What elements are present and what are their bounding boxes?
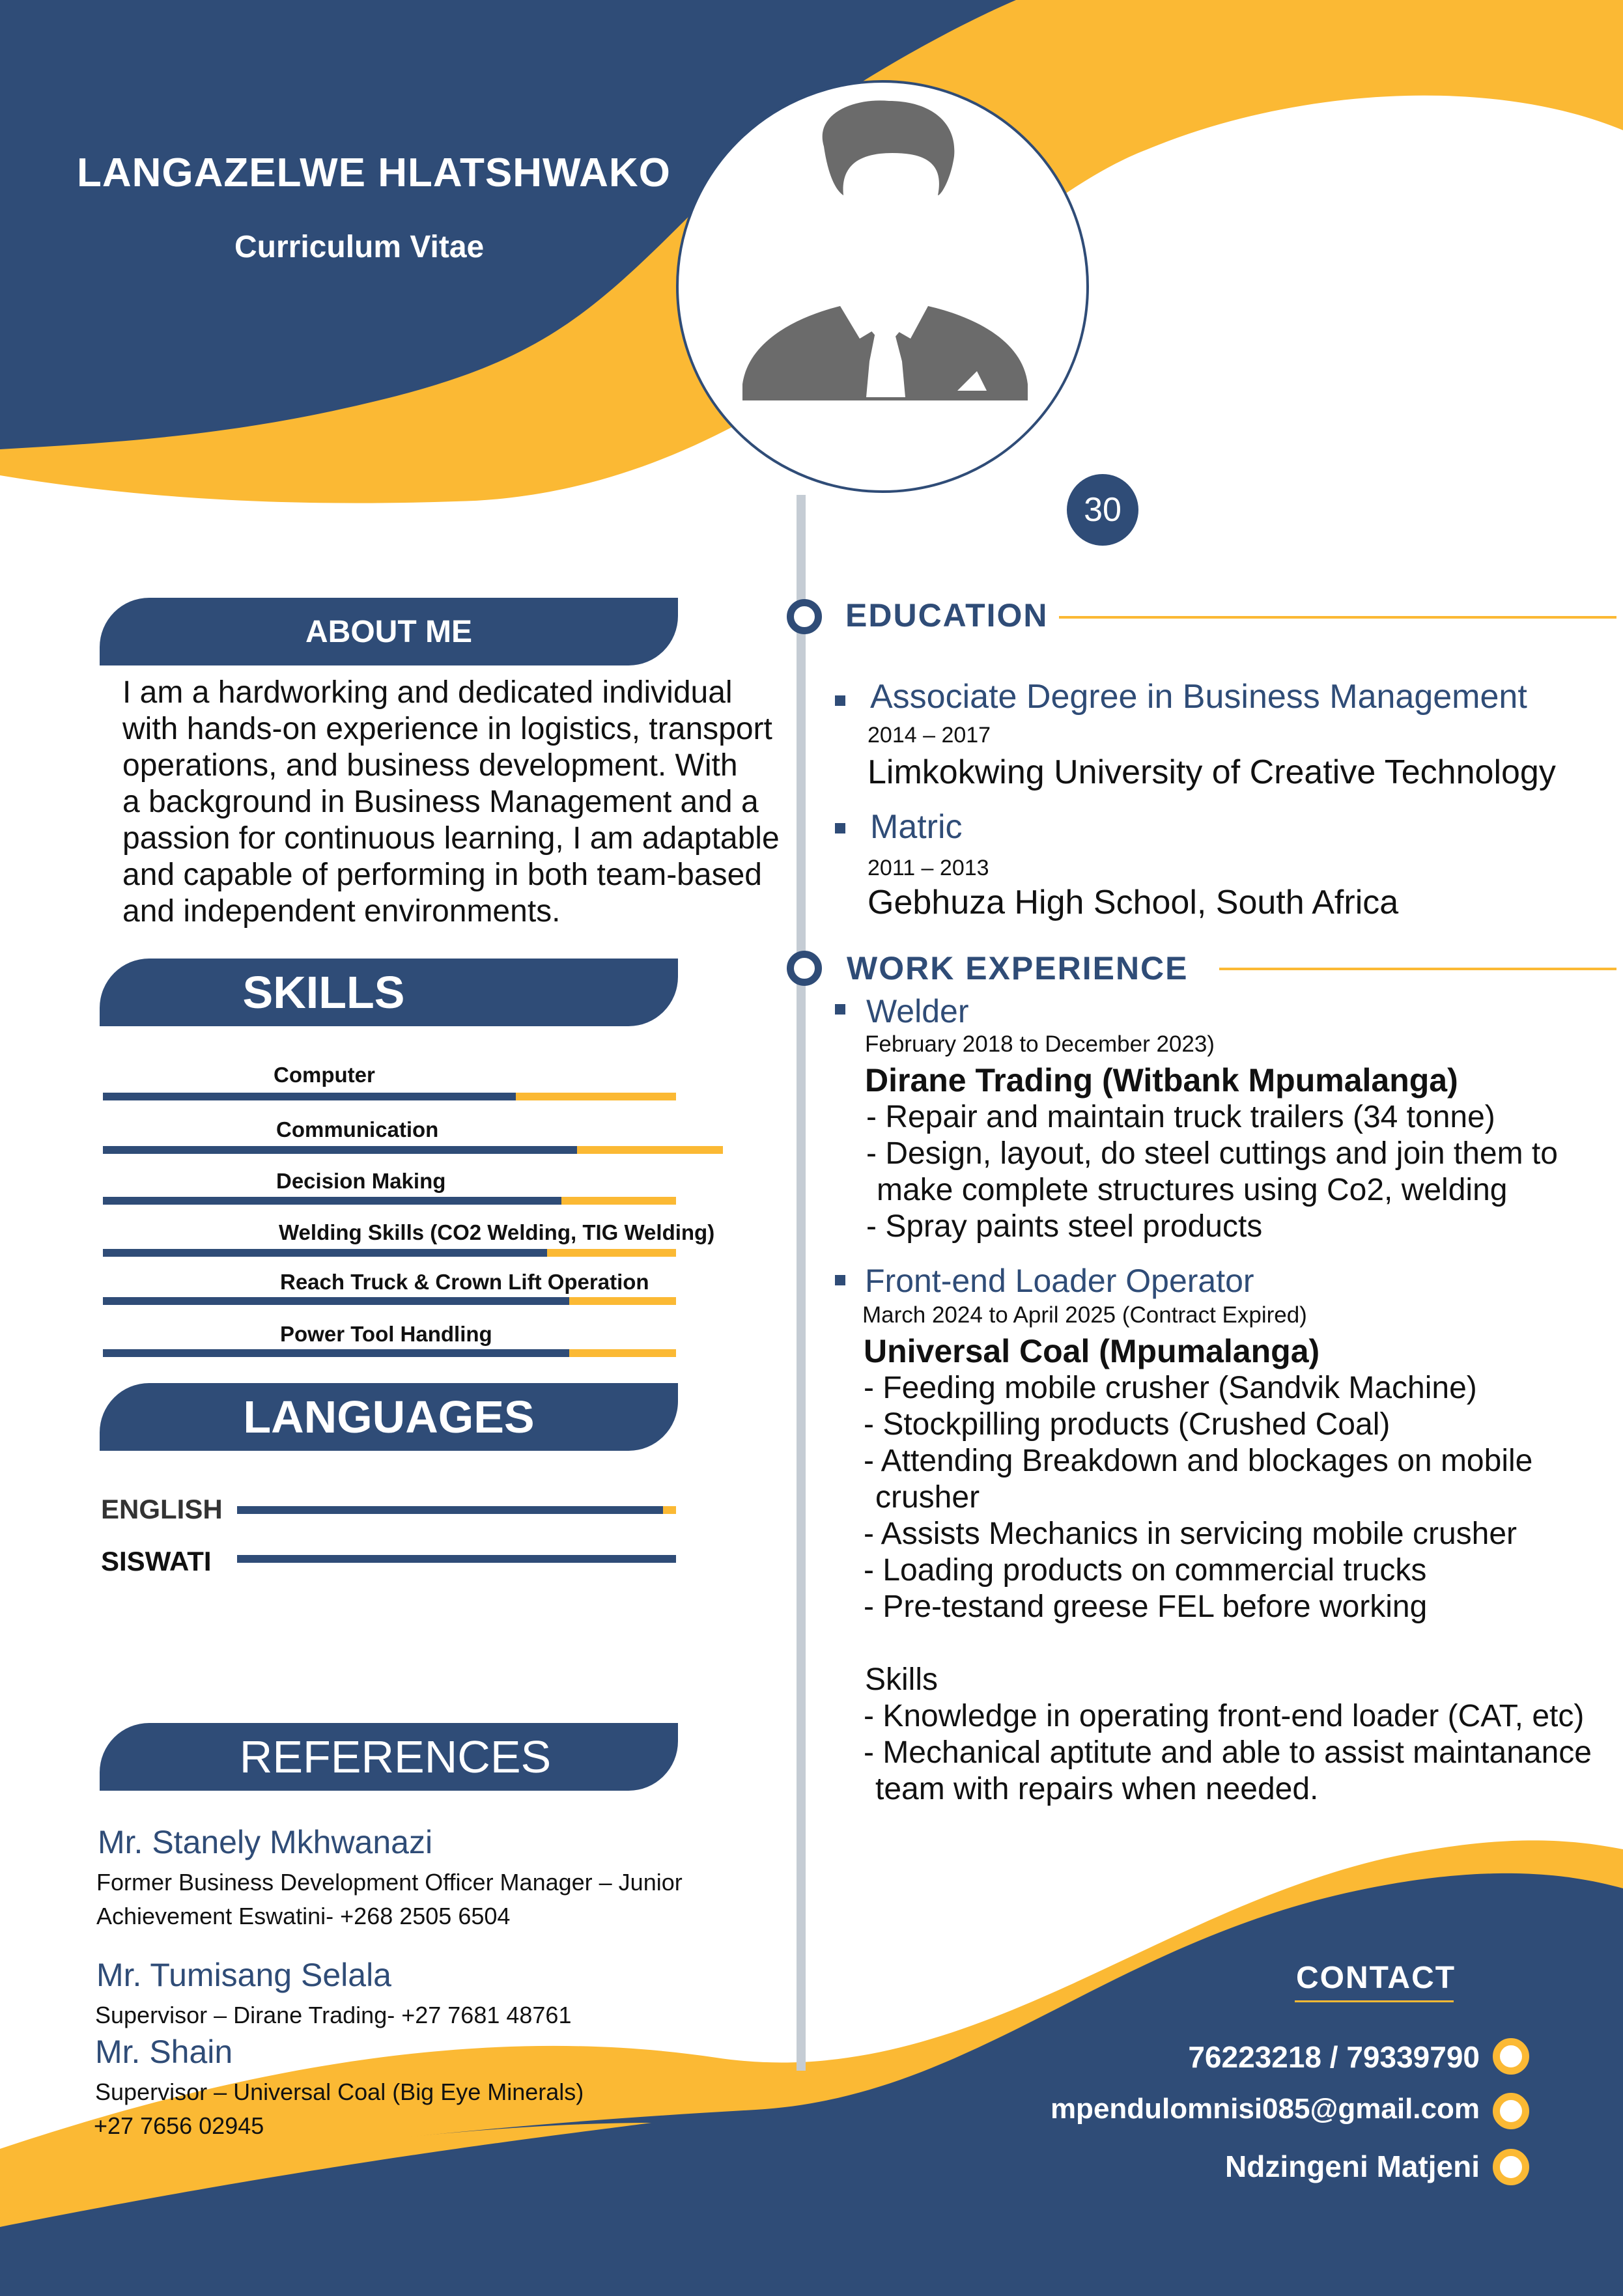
education-years: 2014 – 2017 xyxy=(868,723,991,748)
skill-bar xyxy=(103,1093,676,1100)
contact-rule xyxy=(1295,2000,1454,2002)
job-company: Dirane Trading (Witbank Mpumalanga) xyxy=(865,1062,1458,1099)
about-line: I am a hardworking and dedicated individual xyxy=(122,675,733,710)
about-heading-text: ABOUT ME xyxy=(305,614,472,649)
education-heading: EDUCATION xyxy=(845,597,1049,634)
about-line: and independent environments. xyxy=(122,894,561,929)
job-duty: - Loading products on commercial trucks xyxy=(864,1553,1427,1588)
job-company: Universal Coal (Mpumalanga) xyxy=(864,1333,1320,1369)
job-role: Front-end Loader Operator xyxy=(865,1263,1254,1299)
job-duty: crusher xyxy=(875,1480,980,1515)
job-duty: - Stockpilling products (Crushed Coal) xyxy=(864,1407,1390,1442)
job-duty: team with repairs when needed. xyxy=(875,1772,1319,1806)
contact-heading: CONTACT xyxy=(1296,1961,1456,1995)
job-duty: - Feeding mobile crusher (Sandvik Machine) xyxy=(864,1371,1477,1405)
skill-bar xyxy=(103,1146,723,1154)
contact-dot-icon xyxy=(1493,2093,1529,2129)
job-duty: - Design, layout, do steel cuttings and join them to xyxy=(866,1136,1558,1171)
reference-name: Mr. Tumisang Selala xyxy=(96,1957,391,1993)
skill-label: Decision Making xyxy=(276,1169,446,1193)
education-institution: Limkokwing University of Creative Technology xyxy=(868,753,1556,791)
language-bar xyxy=(237,1555,676,1563)
cv-subtitle: Curriculum Vitae xyxy=(234,230,485,264)
language-bar-fill xyxy=(237,1555,676,1563)
skill-bar-fill xyxy=(103,1297,569,1305)
job-duty: make complete structures using Co2, welding xyxy=(877,1173,1508,1207)
education-years: 2011 – 2013 xyxy=(868,856,989,880)
education-rule xyxy=(1059,616,1616,619)
about-heading xyxy=(100,598,678,665)
skill-bar xyxy=(103,1349,676,1357)
square-bullet-icon xyxy=(835,823,845,833)
language-label: SISWATI xyxy=(101,1546,212,1576)
skill-bar xyxy=(103,1297,676,1305)
reference-name: Mr. Shain xyxy=(95,2034,233,2070)
age-badge: 30 xyxy=(1067,474,1138,546)
skill-bar-rest xyxy=(569,1297,676,1305)
skill-bar-fill xyxy=(103,1197,561,1205)
skill-bar-fill xyxy=(103,1146,577,1154)
skill-bar-rest xyxy=(561,1197,676,1205)
education-degree: Matric xyxy=(870,808,963,846)
skill-label: Computer xyxy=(274,1063,375,1087)
candidate-name: LANGAZELWE HLATSHWAKO xyxy=(77,150,671,195)
reference-detail: Supervisor – Universal Coal (Big Eye Minerals) xyxy=(95,2079,584,2105)
job-role: Welder xyxy=(866,993,969,1029)
skill-bar-rest xyxy=(577,1146,723,1154)
reference-name: Mr. Stanely Mkhwanazi xyxy=(98,1824,433,1860)
reference-detail: Supervisor – Dirane Trading- +27 7681 48761 xyxy=(95,2002,572,2028)
contact-email[interactable]: mpendulomnisi085@gmail.com xyxy=(1050,2093,1480,2125)
skill-label: Welding Skills (CO2 Welding, TIG Welding) xyxy=(279,1220,715,1244)
about-line: a background in Business Management and a xyxy=(122,785,759,819)
language-bar-rest xyxy=(663,1506,676,1514)
skill-bar xyxy=(103,1249,676,1257)
job-period: February 2018 to December 2023) xyxy=(865,1031,1215,1057)
language-bar xyxy=(237,1506,676,1514)
square-bullet-icon xyxy=(835,1004,845,1015)
about-text xyxy=(122,675,813,930)
skill-label: Communication xyxy=(276,1117,439,1141)
reference-detail: Achievement Eswatini- +268 2505 6504 xyxy=(96,1903,511,1929)
skill-bar-rest xyxy=(569,1349,676,1357)
about-line: and capable of performing in both team-based xyxy=(122,858,762,892)
languages-heading xyxy=(100,1383,678,1451)
reference-detail: Former Business Development Officer Manager – Junior xyxy=(96,1869,683,1896)
education-degree: Associate Degree in Business Management xyxy=(870,678,1527,716)
references-heading-text: REFERENCES xyxy=(239,1731,552,1782)
contact-phone[interactable]: 76223218 / 79339790 xyxy=(1188,2040,1480,2074)
contact-location: Ndzingeni Matjeni xyxy=(1225,2149,1480,2183)
job-duty: - Mechanical aptitute and able to assist maintanance xyxy=(864,1735,1592,1770)
languages-heading-text: LANGUAGES xyxy=(243,1392,535,1442)
work-heading: WORK EXPERIENCE xyxy=(847,950,1189,987)
skill-bar-fill xyxy=(103,1093,516,1100)
job-duty: - Pre-testand greese FEL before working xyxy=(864,1589,1428,1624)
job-skills-heading: Skills xyxy=(865,1662,939,1697)
timeline-dot-icon xyxy=(787,599,822,634)
skills-heading-text: SKILLS xyxy=(242,967,405,1018)
job-duty: - Spray paints steel products xyxy=(866,1209,1263,1244)
square-bullet-icon xyxy=(835,695,845,706)
language-bar-fill xyxy=(237,1506,663,1514)
about-line: passion for continuous learning, I am adaptable xyxy=(122,821,780,856)
job-duty: - Knowledge in operating front-end loader (CAT, etc) xyxy=(864,1699,1585,1733)
job-period: March 2024 to April 2025 (Contract Expired) xyxy=(862,1302,1307,1328)
references-heading xyxy=(100,1723,678,1791)
skill-bar xyxy=(103,1197,676,1205)
job-duty: - Assists Mechanics in servicing mobile crusher xyxy=(864,1517,1517,1551)
work-rule xyxy=(1219,968,1616,970)
about-line: operations, and business development. With xyxy=(122,748,738,783)
job-duty: - Attending Breakdown and blockages on mobile xyxy=(864,1444,1533,1478)
contact-dot-icon xyxy=(1493,2038,1529,2075)
square-bullet-icon xyxy=(835,1275,845,1285)
about-line: with hands-on experience in logistics, transport xyxy=(122,712,772,746)
job-duty: - Repair and maintain truck trailers (34 tonne) xyxy=(866,1100,1495,1134)
contact-dot-icon xyxy=(1493,2149,1529,2185)
education-institution: Gebhuza High School, South Africa xyxy=(868,884,1399,921)
language-label: ENGLISH xyxy=(101,1494,223,1524)
skill-bar-rest xyxy=(516,1093,676,1100)
skill-label: Power Tool Handling xyxy=(280,1322,492,1346)
skill-bar-rest xyxy=(547,1249,676,1257)
skill-label: Reach Truck & Crown Lift Operation xyxy=(280,1270,649,1294)
timeline-dot-icon xyxy=(787,951,822,986)
skill-bar-fill xyxy=(103,1349,569,1357)
reference-detail: +27 7656 02945 xyxy=(94,2112,264,2139)
skill-bar-fill xyxy=(103,1249,547,1257)
skills-heading xyxy=(100,959,678,1026)
